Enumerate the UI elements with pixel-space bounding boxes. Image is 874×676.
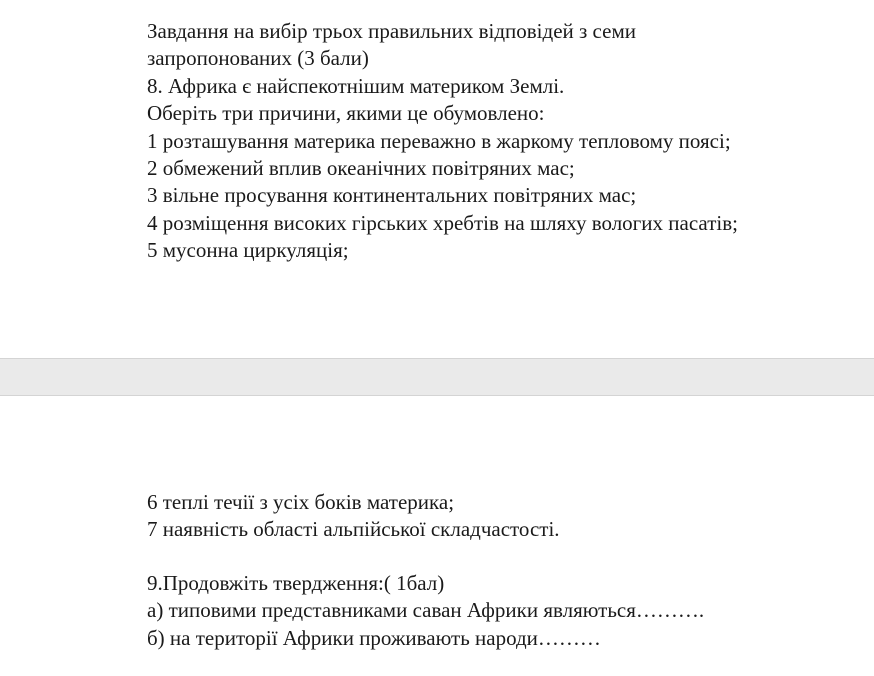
answer-option-1: 1 розташування материка переважно в жаркому тепловому поясі; [147,128,731,153]
answer-option-5: 5 мусонна циркуляція; [147,238,349,263]
answer-option-2: 2 обмежений вплив океанічних повітряних мас; [147,155,575,180]
answer-option-6: 6 теплі течії з усіх боків материка; [147,490,455,514]
page-separator [0,358,874,396]
question-8-continuation [147,489,560,544]
answer-option-4: 4 розміщення високих гірських хребтів на шляху вологих пасатів; [147,210,738,235]
question-8-instruction: Оберіть три причини, якими це обумовлено: [147,101,545,126]
task-section [147,18,738,265]
statement-b: б) на території Африки проживають народи……… [147,625,601,650]
question-9-section [147,570,704,652]
answer-option-7: 7 наявність області альпійської складчастості. [147,517,560,542]
answer-option-3: 3 вільне просування континентальних повітряних мас; [147,183,637,208]
question-9-title: 9.Продовжіть твердження:( 1бал) [147,571,445,595]
statement-a: а) типовими представниками саван Африки являються………. [147,598,705,623]
question-8-title: 8. Африка є найспекотнішим материком Землі. [147,73,565,98]
task-header-line-2: запропонованих (3 бали) [147,46,369,71]
task-header-line-1: Завдання на вибір трьох правильних відповідей з семи [147,19,636,43]
